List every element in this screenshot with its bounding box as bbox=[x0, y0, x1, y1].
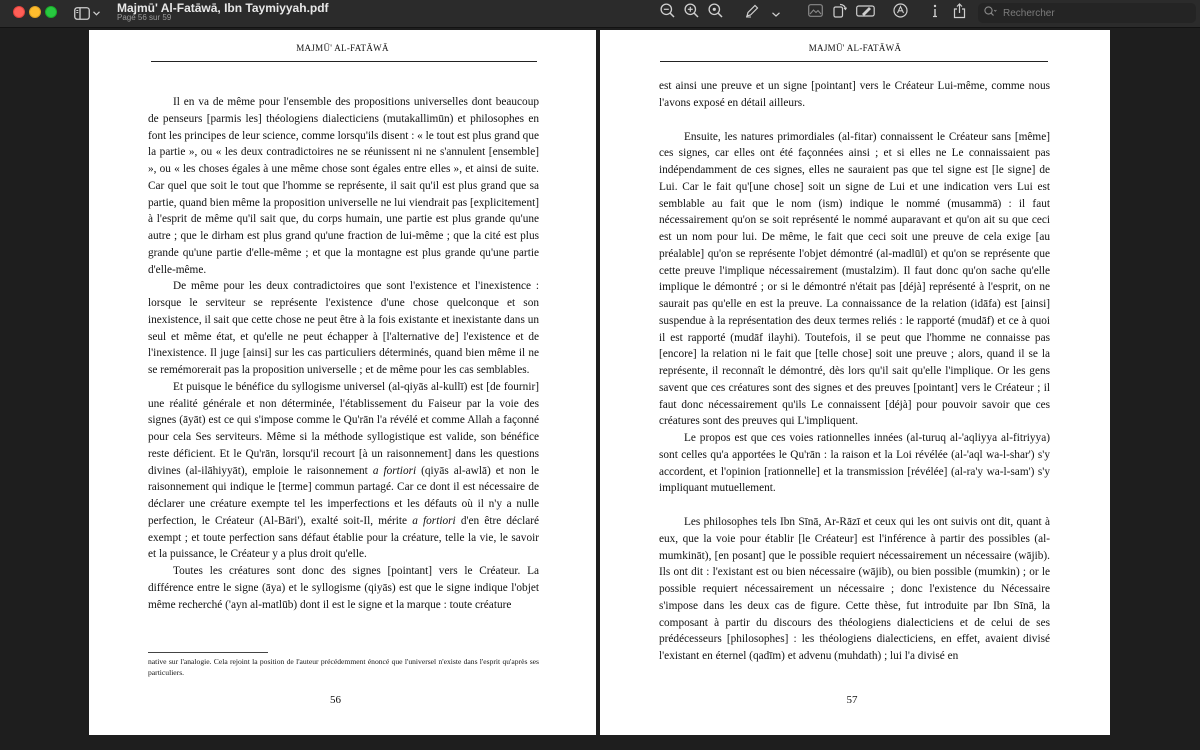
paragraph: Le propos est que ces voies rationnelles innées (al-turuq al-'aqliyya al-fitriyya) sont celles qu'a apportées le Qu'rān : la raison et la Loi révélée (al-'aql wa-l-shar') s'y accordent, et l'opinion [rationnelle] et la transmission [révélée] (al-ra'y wa-l-sam') s'y impliquant mutuellement. bbox=[659, 432, 1050, 495]
minimize-window-button[interactable] bbox=[29, 6, 41, 18]
zoom-fit-icon bbox=[708, 3, 723, 23]
close-window-button[interactable] bbox=[13, 6, 25, 18]
image-button[interactable] bbox=[805, 3, 825, 23]
italic-term: a fortiori bbox=[412, 514, 456, 527]
page-number: 56 bbox=[330, 694, 341, 706]
sidebar-toggle-button[interactable] bbox=[74, 4, 102, 22]
footnote-rule bbox=[148, 652, 268, 653]
markup-menu-button[interactable] bbox=[766, 3, 786, 23]
header-rule bbox=[660, 61, 1048, 62]
image-icon bbox=[808, 4, 823, 22]
zoom-out-button[interactable] bbox=[657, 3, 677, 23]
chevron-down-icon bbox=[93, 11, 100, 16]
paragraph: De même pour les deux contradictoires que sont l'existence et l'inexistence : lorsque le serviteur se représente l'existence d'une chose quelconque et son inexistence, il sait que cette chose ne peut être à la fois existante et inexistante dans un seul et même état, et qu'elle ne peut échapper à [l'alternative de] l'existence et de l'inexistence. Il juge [ainsi] sur les cas particuliers déterminés, quand bien même il ne se remémorerait pas la proposition universelle ; et de même pour les cas semblables. bbox=[148, 280, 539, 376]
header-rule bbox=[151, 61, 537, 62]
page-indicator: Page 56 sur 59 bbox=[117, 13, 172, 22]
markup-button[interactable] bbox=[742, 3, 762, 23]
paragraph-text: Et puisque le bénéfice du syllogisme universel (al-qiyās al-kullī) est [de fournir] une réalité générale et non déterminée, l'établissement du Faiseur par la voie des signes (āyāt) est ce qui s'impose comme le Qu'rān l'a révélé et comme Allah a façonné pour cela Ses serviteurs. Même si la méthode syllogistique est valide, son bénéfice reste déficient. Et le Qu'rān, lorsqu'il recourt [à un raisonnement] dans les questions divines (al-ilāhiyyāt), emploie le raisonnement bbox=[148, 380, 539, 477]
paragraph: Ensuite, les natures primordiales (al-fitar) connaissent le Créateur sans [même] ces signes, car elles ont été façonnées ainsi ; et si elles ne Le connaissaient pas indépendamment de ces signes, elles ne sauraient pas que tel signe est [le signe] de Lui. Car le fait qu'[une chose] soit un signe de Lui et une indication vers Lui est semblable au fait que le nom (ism) indique le nommé (musammā) : il faut nécessairement qu'on se soit représenté le nommé auparavant et qu'on ait su que ceci est un nom pour lui. De même, le fait que ceci soit une preuve de cela exige [au préalable] qu'on se représente l'objet démontré (al-madlūl) et qu'on se représente que cette preuve l'implique nécessairement (mustalzim). Il faut donc qu'on sache qu'elle implique le démontré ; or si le démontré n'était pas [déjà] représenté à l'esprit, on ne saurait pas qu'elle en est la preuve. La connaissance de la relation (idāfa) est [ainsi] suspendue à la représentation des deux termes reliés : le rapporté (mudāf) et ce à quoi il est rapporté (mudāf ilayhi). Toutefois, il se peut que l'homme ne connaisse pas [encore] la relation ni le fait que [telle chose] soit une preuve ; alors, quand il se la représente, il reconnaît le démontré, dès lors qu'il sait qu'elle l'implique. Or les gens savent que ces créatures sont des signes et des preuves [pointant] vers le Créateur ; il faut donc nécessairement qu'ils Le connaissent [déjà] pour pouvoir savoir que ces créatures sont des preuves qui L'impliquent. bbox=[659, 130, 1050, 428]
paragraph-text: (qiyās al-awlā) et non le raisonnement qui indique le [terme] commun partagé. Car ce dont il est nécessaire de déclarer une créature exempte tel les imperfections et les défauts où il n'y a nulle perfection, le Créateur (Al-Bāri'), exalté soit-Il, mérite bbox=[148, 464, 539, 527]
toolbar bbox=[0, 0, 1200, 28]
paragraph: Il en va de même pour l'ensemble des propositions universelles dont beaucoup de penseurs [parmis les] théologiens dialecticiens (mutakallimūn) et philosophes en font les principes de leur science, comme lorsqu'ils disent : « le tout est plus grand que la partie », ou « les deux contradictoires ne se réunissent ni ne s'annulent [ensemble] », ou « les choses égales à une même chose sont égales entre elles », et ainsi de suite. Car quel que soit le tout que l'homme se représente, il sait qu'il est plus grand que sa partie, quand bien même la proposition universelle ne lui viendrait pas [explicitement] à l'esprit de même qu'il sait que, du corps humain, une partie est plus grande qu'une autre ; que le dirham est plus grand qu'une fraction de lui-même ; que la cité est plus grande qu'une partie d'elle-même ; et que la montagne est plus grande qu'une partie d'elle-même. bbox=[148, 96, 539, 276]
search-field[interactable] bbox=[978, 3, 1196, 23]
zoom-window-button[interactable] bbox=[45, 6, 57, 18]
paragraph bbox=[148, 379, 539, 563]
chevron-down-icon bbox=[772, 4, 780, 22]
page-number: 57 bbox=[846, 694, 858, 706]
zoom-in-icon bbox=[684, 3, 699, 23]
italic-term: a fortiori bbox=[372, 464, 417, 477]
paragraph: Les philosophes tels Ibn Sīnā, Ar-Rāzī et ceux qui les ont suivis ont dit, quant à eux, que la voie pour établir [le Créateur] est l'inférence à partir des possibles (al-mumkināt), [en posant] que le possible requiert nécessairement un nécessaire (wājib). Ils ont dit : l'existant est ou bien nécessaire (wājib), ou bien possible (mumkin) ; or le possible requiert nécessairement un nécessaire ; donc l'existence du Nécessaire s'impose dans les deux cas de figure. Cette thèse, fut introduite par Ibn Sīnā, la composant à partir du discours des théologiens dialecticiens et de celui de ses prédécesseurs [philosophes] : les théologiens dialecticiens, en effet, avaient divisé l'existant en éternel (qadīm) et advenu (muhdath) ; lui l'a divisé en bbox=[659, 516, 1050, 662]
page-body bbox=[659, 78, 1050, 665]
running-head: MAJMŪ' AL-FATĀWĀ bbox=[808, 43, 902, 53]
document-title: Majmū' Al-Fatāwā, Ibn Taymiyyah.pdf bbox=[117, 1, 329, 15]
share-circle-icon bbox=[893, 3, 908, 23]
info-button[interactable] bbox=[925, 3, 945, 23]
zoom-fit-button[interactable] bbox=[705, 3, 725, 23]
share-circle-button[interactable] bbox=[890, 3, 910, 23]
sidebar-icon bbox=[74, 7, 90, 20]
paragraph: est ainsi une preuve et un signe [pointant] vers le Créateur Lui-même, comme nous l'avons exposé en détail ailleurs. bbox=[659, 80, 1050, 109]
zoom-out-icon bbox=[660, 3, 675, 23]
search-input[interactable] bbox=[1003, 8, 1173, 19]
rotate-icon bbox=[832, 3, 847, 23]
highlight-icon bbox=[856, 4, 876, 23]
pdf-page-right bbox=[600, 30, 1110, 735]
zoom-in-button[interactable] bbox=[681, 3, 701, 23]
highlight-button[interactable] bbox=[853, 3, 879, 23]
pdf-page-left bbox=[89, 30, 596, 735]
paragraph-text: d'en être déclaré exempt ; et toute perfection sans défaut établie pour la créature, telle la vie, le savoir et la puissance, le Créateur y a plus droit qu'elle. bbox=[148, 514, 539, 561]
markup-pen-icon bbox=[745, 4, 759, 23]
search-icon bbox=[984, 4, 997, 22]
paragraph: Toutes les créatures sont donc des signes [pointant] vers le Créateur. La différence entre le signe (āya) et le syllogisme (qiyās) est que le signe indique l'objet même recherché ('ayn al-matlūb) dont il est le signe et la marque : toute créature bbox=[148, 565, 539, 611]
footnote: native sur l'analogie. Cela rejoint la position de l'auteur précédemment énoncé que l'universel n'existe dans l'esprit qu'après ses particuliers. bbox=[148, 657, 539, 677]
rotate-button[interactable] bbox=[829, 3, 849, 23]
share-button[interactable] bbox=[949, 3, 969, 23]
running-head: MAJMŪ' AL-FATĀWĀ bbox=[296, 43, 389, 53]
share-icon bbox=[953, 3, 966, 24]
page-body bbox=[148, 94, 539, 613]
info-icon bbox=[931, 4, 939, 23]
